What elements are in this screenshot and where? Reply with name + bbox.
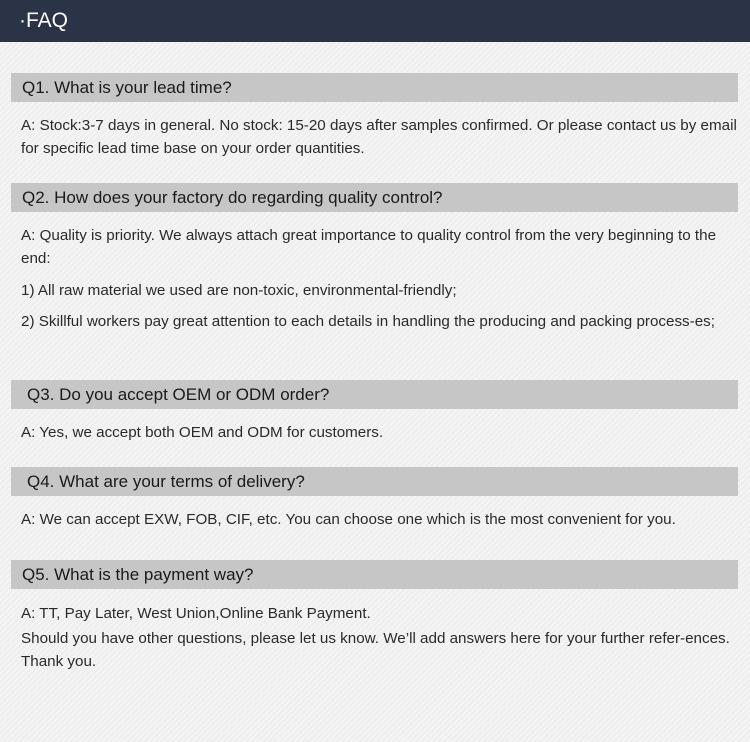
faq-question-bar-3 xyxy=(11,380,738,409)
faq-header xyxy=(0,0,750,42)
faq-question-2: Q2. How does your factory do regarding quality control? xyxy=(22,188,443,207)
faq-question-bar-2 xyxy=(11,183,738,212)
faq-title: ·FAQ xyxy=(19,9,69,32)
faq-question-bar-1 xyxy=(11,73,738,102)
faq-answer-5: A: TT, Pay Later, West Union,Online Bank Payment. xyxy=(21,605,371,622)
faq-answer-2-point-2: 2) Skillful workers pay great attention to each details in handling the producing and packing process-es; xyxy=(21,313,715,330)
faq-question-3: Q3. Do you accept OEM or ODM order? xyxy=(27,385,330,404)
faq-question-bar-4 xyxy=(11,467,738,496)
faq-question-bar-5 xyxy=(11,560,738,589)
faq-answer-2-point-1: 1) All raw material we used are non-toxic, environmental-friendly; xyxy=(21,282,457,299)
faq-question-4: Q4. What are your terms of delivery? xyxy=(27,472,305,491)
faq-answer-2-intro: A: Quality is priority. We always attach great importance to quality control from the very beginning to the end: xyxy=(21,227,717,267)
faq-answer-4: A: We can accept EXW, FOB, CIF, etc. You can choose one which is the most convenient for you. xyxy=(21,511,676,528)
faq-question-1: Q1. What is your lead time? xyxy=(22,78,232,97)
faq-answer-3: A: Yes, we accept both OEM and ODM for customers. xyxy=(21,424,384,441)
faq-answer-1: A: Stock:3-7 days in general. No stock: 15-20 days after samples confirmed. Or please contact us by email for specific lead time base on your order quantities. xyxy=(21,117,737,157)
faq-question-5: Q5. What is the payment way? xyxy=(22,565,254,584)
faq-closing-note: Should you have other questions, please let us know. We’ll add answers here for your further refer-ences. Thank you. xyxy=(21,630,730,670)
